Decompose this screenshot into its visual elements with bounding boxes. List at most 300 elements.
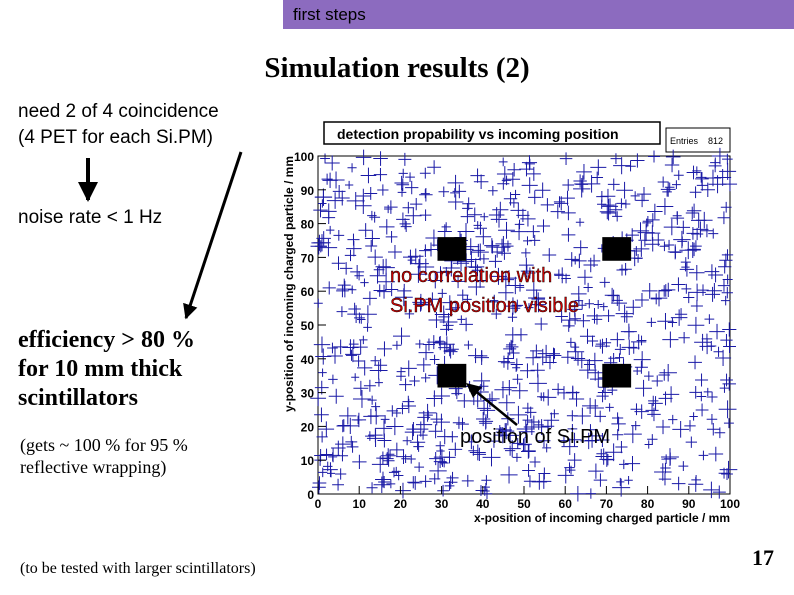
data-point [364, 380, 376, 392]
data-point [615, 344, 626, 355]
data-point [474, 222, 487, 235]
data-point [571, 343, 580, 352]
data-point [498, 247, 511, 260]
data-point [427, 160, 441, 174]
data-point [563, 320, 575, 332]
data-point [569, 391, 584, 406]
data-point [723, 340, 736, 353]
data-point [444, 345, 458, 359]
footnote: (to be tested with larger scintillators) [20, 560, 256, 577]
wrapping-line-2: reflective wrapping) [20, 457, 167, 477]
data-point [507, 163, 520, 176]
x-tick-label: 10 [352, 497, 366, 511]
data-point [336, 285, 349, 298]
noise-rate-text: noise rate < 1 Hz [18, 207, 163, 228]
y-tick-label: 20 [300, 420, 314, 435]
data-point [420, 168, 431, 179]
data-point [386, 479, 395, 488]
data-point [695, 374, 708, 387]
data-point [562, 228, 576, 242]
data-point [722, 322, 736, 336]
data-point [378, 476, 390, 488]
data-point [370, 362, 388, 380]
data-point [481, 475, 491, 485]
data-point [619, 460, 629, 470]
data-point [671, 211, 684, 224]
data-point [560, 152, 573, 165]
data-point [347, 441, 359, 453]
data-point [527, 225, 540, 238]
data-point [367, 482, 378, 493]
y-tick-label: 60 [300, 285, 314, 300]
slide-title: Simulation results (2) [264, 52, 530, 84]
data-point [721, 296, 730, 305]
data-point [419, 188, 432, 201]
data-point [665, 182, 675, 192]
data-point [363, 323, 372, 332]
data-point [376, 420, 392, 436]
data-point [419, 475, 431, 487]
data-point [540, 389, 556, 405]
data-point [511, 358, 523, 370]
data-point [705, 264, 720, 279]
data-point [723, 177, 737, 191]
data-point [537, 345, 554, 362]
data-point [686, 436, 697, 447]
data-point [718, 279, 730, 291]
data-point [624, 476, 632, 484]
data-point [347, 234, 359, 246]
data-point [357, 360, 372, 375]
data-point [368, 407, 385, 424]
data-point [526, 350, 541, 365]
data-point [321, 449, 333, 461]
data-point [686, 207, 699, 220]
data-point [652, 375, 663, 386]
efficiency-line-3: scintillators [18, 385, 138, 411]
data-point [708, 268, 723, 283]
data-point [591, 172, 603, 184]
data-point [602, 310, 614, 322]
data-point [585, 299, 594, 308]
data-point [424, 411, 433, 420]
data-point [601, 189, 616, 204]
data-point [615, 353, 624, 362]
data-point [546, 348, 562, 364]
data-point [328, 375, 338, 385]
data-point [624, 425, 642, 443]
data-point [722, 287, 733, 298]
data-point [633, 241, 649, 257]
data-point [631, 191, 640, 200]
data-point [384, 200, 397, 213]
data-point [594, 411, 606, 423]
data-point [500, 466, 517, 483]
wrapping-line-1: (gets ~ 100 % for 95 % [20, 435, 188, 455]
data-point [719, 254, 732, 267]
data-point [566, 338, 575, 347]
data-point [678, 461, 688, 471]
data-point [377, 285, 391, 299]
data-point [662, 332, 678, 348]
data-point [691, 475, 701, 485]
data-point [677, 236, 687, 246]
data-point [379, 219, 394, 234]
data-point [685, 242, 701, 258]
data-point [683, 292, 694, 303]
data-point [333, 230, 344, 241]
data-point [393, 328, 410, 345]
data-point [361, 168, 377, 184]
data-point [502, 380, 517, 395]
data-point [345, 181, 353, 189]
data-point [551, 204, 565, 218]
data-point [718, 260, 731, 273]
data-point [538, 468, 550, 480]
data-point [704, 388, 712, 396]
data-point [530, 457, 541, 468]
data-point [564, 252, 579, 267]
data-point [574, 408, 591, 425]
data-point [619, 263, 631, 275]
data-point [511, 223, 528, 240]
data-point [396, 178, 409, 191]
data-point [462, 475, 474, 487]
data-point [464, 341, 473, 350]
data-point [567, 466, 576, 475]
stats-value: 812 [708, 136, 724, 146]
sipm-marker-2 [602, 237, 631, 261]
data-point [600, 277, 610, 287]
data-point [473, 448, 486, 461]
data-point [444, 344, 456, 356]
x-axis-label: x-position of incoming charged particle / mm [473, 511, 730, 525]
data-point [672, 421, 689, 438]
data-point [699, 451, 709, 461]
data-point [329, 389, 344, 404]
coincidence-line-1: need 2 of 4 coincidence [18, 101, 219, 122]
data-point [347, 163, 356, 172]
data-point [491, 211, 508, 228]
data-point [353, 355, 364, 366]
data-point [313, 203, 327, 217]
data-point [720, 334, 732, 346]
y-tick-label: 50 [300, 319, 314, 333]
data-point [688, 317, 705, 334]
data-point [608, 179, 620, 191]
data-point [352, 455, 366, 469]
data-point [335, 191, 350, 206]
data-point [647, 408, 661, 422]
data-point [421, 373, 430, 382]
data-point [583, 258, 598, 273]
data-point [600, 303, 608, 311]
y-tick-label: 80 [300, 217, 314, 232]
data-point [709, 324, 725, 340]
data-point [645, 440, 653, 448]
data-point [510, 203, 526, 219]
annotation-sipm-position: position of Si.PM [460, 426, 611, 448]
data-point [561, 351, 574, 364]
data-point [311, 235, 327, 251]
data-point [511, 190, 520, 199]
data-point [365, 231, 380, 246]
data-point [467, 207, 482, 222]
y-tick-label: 90 [300, 183, 314, 198]
data-point [651, 290, 668, 307]
data-point [401, 360, 417, 376]
data-point [407, 476, 419, 488]
data-point [335, 436, 350, 451]
data-point [401, 221, 412, 232]
data-point [369, 212, 380, 223]
page-number: 17 [752, 545, 774, 570]
data-point [586, 488, 596, 498]
data-point [648, 396, 658, 406]
data-point [608, 353, 619, 364]
data-point [576, 218, 584, 226]
arrow-to-efficiency [186, 152, 241, 318]
data-point [521, 248, 530, 257]
data-point [659, 473, 671, 485]
data-point [495, 236, 511, 252]
data-point [530, 344, 543, 357]
data-point [718, 211, 731, 224]
data-point [664, 240, 674, 250]
data-point [601, 206, 616, 221]
data-point [390, 443, 404, 457]
data-point [419, 244, 432, 257]
data-point [596, 449, 606, 459]
data-point [353, 390, 371, 408]
data-point [474, 350, 489, 365]
data-point [399, 169, 408, 178]
data-point [647, 318, 656, 327]
data-point [322, 174, 333, 185]
data-point [674, 170, 684, 180]
data-point [587, 335, 598, 346]
data-point [373, 151, 388, 166]
data-point [377, 184, 388, 195]
data-point [678, 332, 689, 343]
data-point [327, 469, 335, 477]
data-point [671, 309, 688, 326]
data-point [720, 461, 738, 479]
data-point [475, 229, 491, 245]
data-point [659, 364, 677, 382]
data-point [587, 308, 603, 324]
data-point [472, 244, 485, 257]
data-point [672, 477, 686, 491]
data-point [659, 284, 672, 297]
data-point [323, 462, 338, 477]
data-point [573, 174, 586, 187]
data-point [480, 213, 488, 221]
data-point [660, 241, 670, 251]
data-point [352, 413, 366, 427]
data-point [354, 271, 363, 280]
data-point [662, 187, 672, 197]
data-point [470, 168, 484, 182]
data-point [345, 436, 357, 448]
data-point [688, 355, 702, 369]
data-point [596, 390, 608, 402]
data-point [375, 379, 383, 387]
data-point [363, 291, 377, 305]
data-point [542, 248, 556, 262]
data-point [337, 306, 348, 317]
data-point [699, 339, 714, 354]
data-point [433, 388, 450, 405]
chart-title: detection propability vs incoming position [337, 126, 619, 142]
data-point [318, 369, 326, 377]
data-point [644, 371, 654, 381]
data-point [587, 399, 604, 416]
data-point [415, 340, 424, 349]
data-point [426, 390, 442, 406]
data-point [357, 315, 366, 324]
sipm-marker-3 [437, 364, 466, 388]
data-point [572, 254, 587, 269]
data-point [689, 412, 697, 420]
y-tick-label: 100 [293, 150, 314, 164]
data-point [403, 436, 412, 445]
data-point [651, 293, 662, 304]
data-point [358, 223, 372, 237]
data-point [612, 412, 623, 423]
data-point [720, 383, 730, 393]
data-point [648, 151, 660, 163]
data-point [657, 313, 673, 329]
data-point [590, 159, 606, 175]
data-point [386, 418, 403, 435]
data-point [505, 327, 520, 342]
data-point [401, 454, 410, 463]
data-point [522, 464, 535, 477]
x-tick-label: 0 [314, 497, 322, 511]
data-point [418, 345, 433, 360]
data-point [670, 247, 682, 259]
data-point [462, 203, 473, 214]
data-point [450, 188, 459, 197]
data-point [421, 189, 430, 198]
coincidence-line-2: (4 PET for each Si.PM) [18, 127, 213, 148]
data-point [377, 341, 392, 356]
data-point [423, 338, 435, 350]
data-point [707, 414, 718, 425]
data-point [573, 240, 587, 254]
data-point [611, 153, 622, 164]
data-point [322, 211, 335, 224]
data-point [374, 476, 390, 492]
data-point [681, 263, 689, 271]
data-point [708, 447, 723, 462]
data-point [474, 175, 489, 190]
data-point [499, 158, 508, 167]
data-point [348, 286, 356, 294]
data-point [405, 208, 421, 224]
data-point [351, 373, 359, 381]
data-point [635, 380, 652, 397]
data-point [541, 198, 554, 211]
data-point [416, 417, 432, 433]
x-tick-label: 30 [434, 497, 449, 511]
data-point [386, 231, 398, 243]
data-point [522, 177, 538, 193]
data-point [637, 336, 647, 346]
data-point [429, 473, 440, 484]
data-point [476, 412, 490, 426]
data-point [562, 179, 574, 191]
data-point [368, 249, 383, 264]
data-point [633, 367, 641, 375]
data-point [448, 175, 464, 191]
x-tick-label: 100 [719, 497, 741, 511]
data-point [315, 189, 332, 206]
x-tick-label: 50 [517, 497, 531, 511]
data-point [392, 341, 401, 350]
data-point [707, 423, 720, 436]
data-point [408, 476, 422, 490]
efficiency-line-2: for 10 mm thick [18, 356, 183, 382]
data-point [597, 200, 606, 209]
data-point [675, 308, 687, 320]
data-point [615, 441, 627, 453]
data-point [714, 347, 724, 357]
data-point [402, 399, 416, 413]
data-point [707, 392, 718, 403]
data-point [691, 300, 703, 312]
data-point [345, 250, 356, 261]
data-point [314, 299, 323, 308]
y-tick-label: 10 [300, 454, 314, 469]
data-point [413, 421, 428, 436]
data-point [689, 265, 705, 281]
data-point [360, 278, 368, 286]
x-tick-label: 40 [476, 497, 490, 511]
data-point [624, 327, 634, 337]
data-point [398, 153, 411, 166]
data-point [626, 300, 641, 315]
data-point [420, 209, 432, 221]
data-point [483, 448, 501, 466]
data-point [512, 383, 528, 399]
data-point [665, 158, 679, 172]
data-point [414, 462, 424, 472]
data-point [440, 458, 449, 467]
data-point [577, 270, 592, 285]
section-label: first steps [293, 5, 366, 24]
sipm-marker-4 [602, 364, 631, 388]
data-point [610, 332, 624, 346]
data-point [492, 202, 508, 218]
data-point [694, 334, 711, 351]
data-point [537, 219, 550, 232]
data-point [439, 336, 455, 352]
data-point [680, 262, 694, 276]
data-point [696, 172, 707, 183]
data-point [625, 456, 640, 471]
data-point [313, 476, 327, 490]
data-point [503, 342, 516, 355]
data-point [535, 182, 551, 198]
data-point [392, 409, 401, 418]
data-point [708, 229, 718, 239]
data-point [365, 431, 375, 441]
data-point [605, 403, 613, 411]
data-point [535, 318, 548, 331]
x-tick-label: 20 [393, 497, 408, 511]
